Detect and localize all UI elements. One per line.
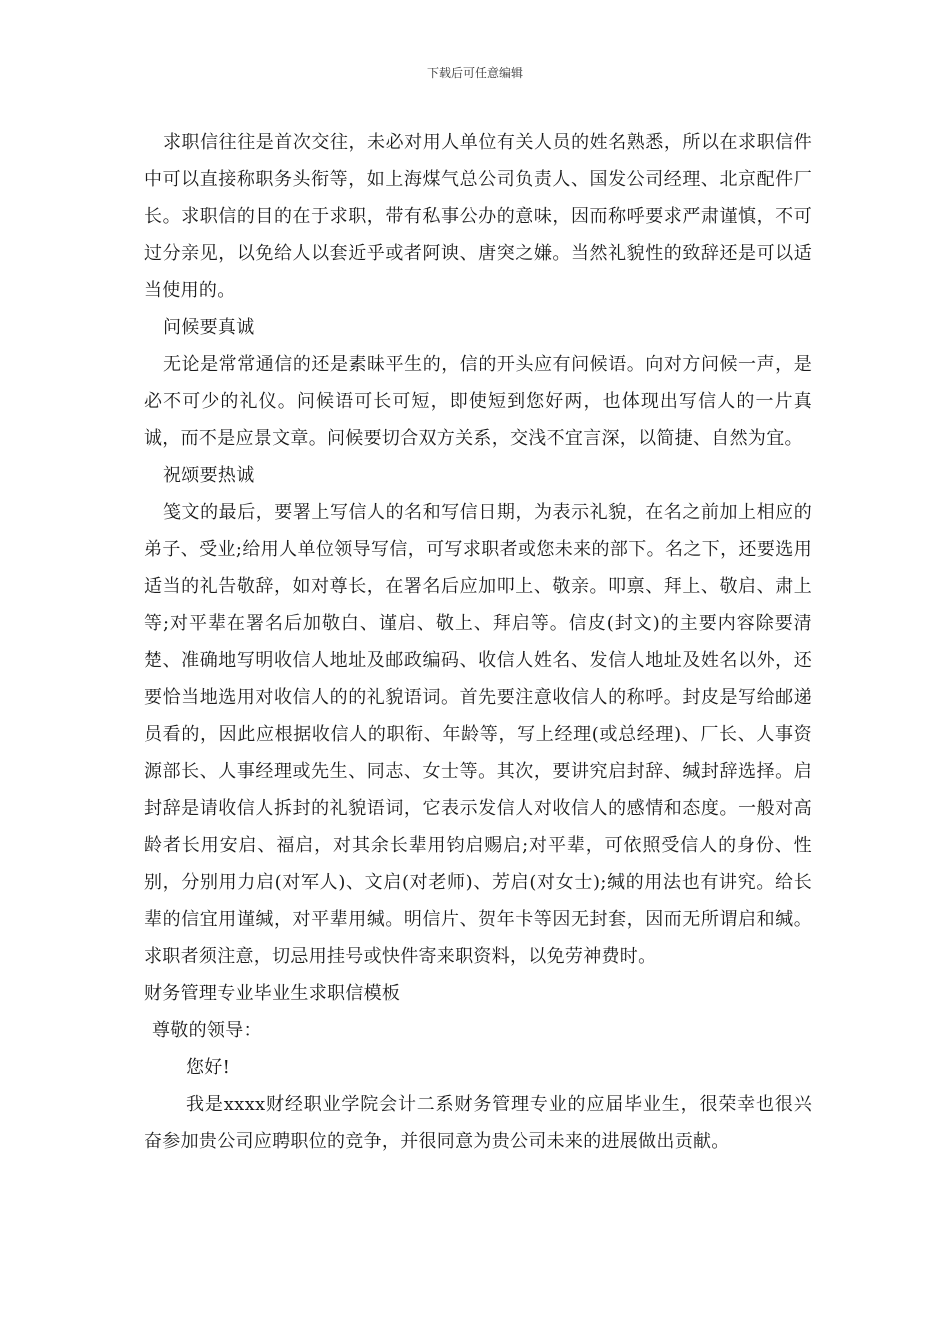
letter-greeting: 您好!: [186, 1057, 231, 1078]
letter-template-title: 财务管理专业毕业生求职信模板: [144, 983, 401, 1004]
paragraph-closing-guidance: 笺文的最后，要署上写信人的名和写信日期，为表示礼貌，在名之前加上相应的弟子、受业;给用人单位领导写信，可写求职者或您未来的部下。名之下，还要选用适当的礼告敬辞，如对尊长，在署名后应加叩上、敬亲。叩禀、拜上、敬启、肃上等;对平辈在署名后加敬白、谨启、敬上、拜启等。信皮(封文)的主要内容除要清楚、准确地写明收信人地址及邮政编码、收信人姓名、发信人地址及姓名以外，还要恰当地选用对收信人的的礼貌语词。首先要注意收信人的称呼。封皮是写给邮递员看的，因此应根据收信人的职衔、年龄等，写上经理(或总经理)、厂长、人事资源部长、人事经理或先生、同志、女士等。其次，要讲究启封辞、缄封辞选择。启封辞是请收信人拆封的礼貌语词，它表示发信人对收信人的感情和态度。一般对高龄者长用安启、福启，对其余长辈用钧启赐启;对平辈，可依照受信人的身份、性别，分别用力启(对军人)、文启(对老师)、芳启(对女士);缄的用法也有讲究。给长辈的信宜用谨缄，对平辈用缄。明信片、贺年卡等因无封套，因而无所谓启和缄。求职者须注意，切忌用挂号或快件寄来职资料，以免劳神费时。: [144, 502, 812, 967]
paragraph-greeting-guidance: 无论是常常通信的还是素昧平生的，信的开头应有问候语。向对方问候一声，是必不可少的礼仪。问候语可长可短，即使短到您好两，也体现出写信人的一片真诚，而不是应景文章。问候要切合双方关系，交浅不宜言深，以简捷、自然为宜。: [144, 354, 812, 449]
letter-salutation: 尊敬的领导：: [152, 1020, 262, 1041]
document-body: [144, 124, 812, 1160]
section-heading-greeting: 问候要真诚: [163, 317, 255, 338]
paragraph-salutation-guidance: 求职信往往是首次交往，未必对用人单位有关人员的姓名熟悉，所以在求职信件中可以直接称职务头衔等，如上海煤气总公司负责人、国发公司经理、北京配件厂长。求职信的目的在于求职，带有私事公办的意味，因而称呼要求严肃谨慎，不可过分亲见，以免给人以套近乎或者阿谀、唐突之嫌。当然礼貌性的致辞还是可以适当使用的。: [144, 132, 812, 301]
letter-intro-paragraph: 我是xxxx财经职业学院会计二系财务管理专业的应届毕业生，很荣幸也很兴奋参加贵公司应聘职位的竞争，并很同意为贵公司未来的进展做出贡献。: [144, 1094, 812, 1152]
page-header-note: 下载后可任意编辑: [426, 66, 523, 80]
section-heading-blessing: 祝颂要热诚: [163, 465, 255, 486]
